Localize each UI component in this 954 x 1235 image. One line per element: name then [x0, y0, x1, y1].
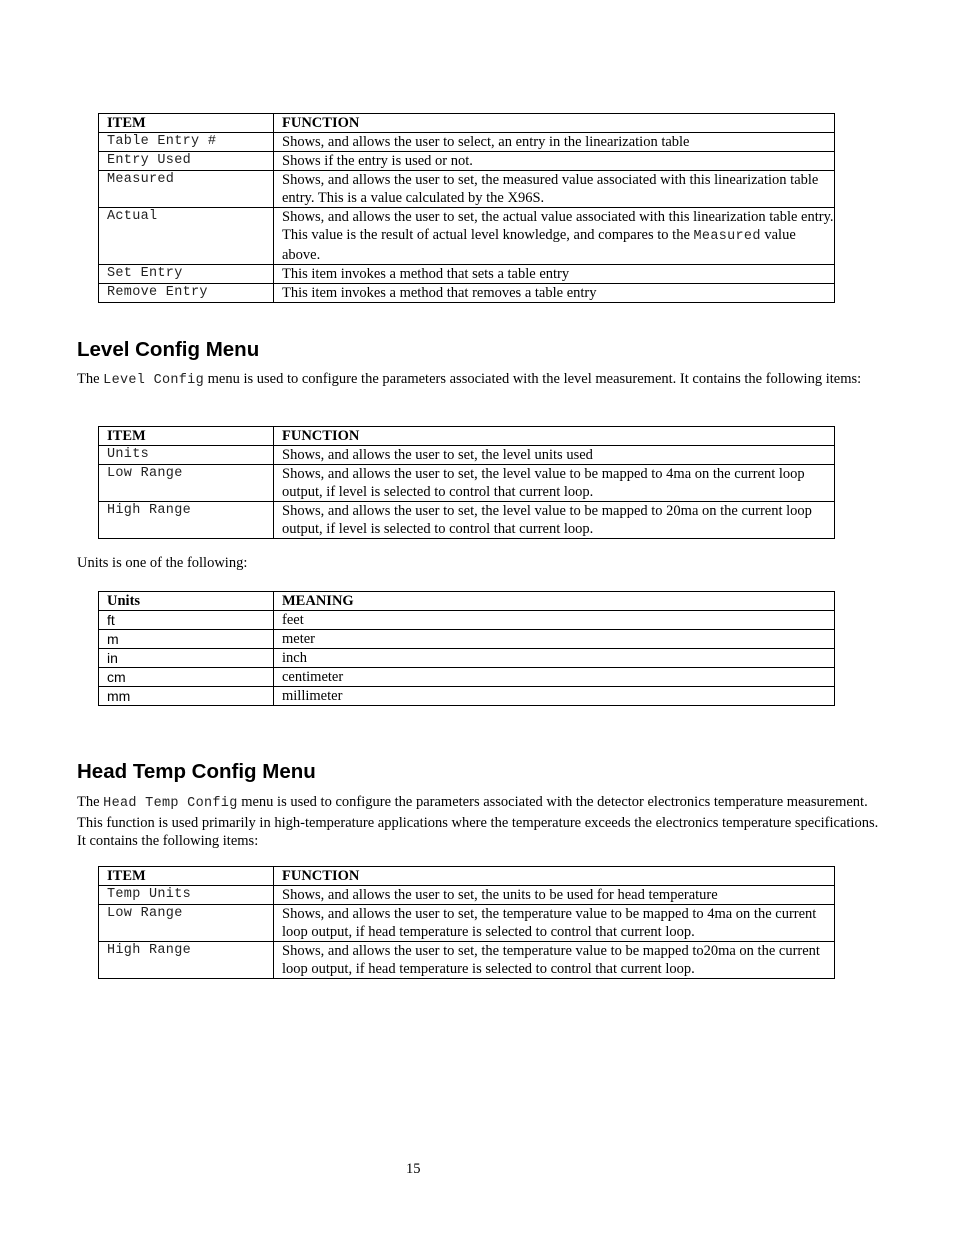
table-row [99, 284, 835, 303]
function-cell: This item invokes a method that sets a table entry [274, 265, 835, 284]
function-text: Shows, and allows the user to set, the actual value associated with this linearization table entry. This value is the result of actual level knowledge, and compares to the [282, 209, 834, 243]
function-text-tail: value above. [282, 227, 796, 263]
function-cell: Shows, and allows the user to set, the level value to be mapped to 20ma on the current loop output, if level is selected to control that current loop. [274, 502, 835, 539]
table-header-row [99, 867, 835, 886]
table-header-row [99, 592, 835, 611]
meaning-cell: inch [274, 649, 835, 668]
linearization-table [98, 113, 835, 303]
meaning-cell: feet [274, 611, 835, 630]
level-config-heading: Level Config Menu [77, 338, 260, 361]
item-cell: Table Entry # [99, 133, 274, 152]
table-row [99, 886, 835, 905]
meaning-cell: meter [274, 630, 835, 649]
unit-cell: cm [99, 668, 274, 687]
table-row [99, 265, 835, 284]
function-cell: Shows if the entry is used or not. [274, 152, 835, 171]
inline-code: Level Config [103, 373, 204, 388]
header-units: Units [99, 592, 274, 611]
item-cell: High Range [99, 942, 274, 979]
meaning-cell: millimeter [274, 687, 835, 706]
table-row [99, 649, 835, 668]
header-meaning: MEANING [274, 592, 835, 611]
function-cell: Shows, and allows the user to set, the level value to be mapped to 4ma on the current loop output, if level is selected to control that current loop. [274, 465, 835, 502]
table-row [99, 687, 835, 706]
function-cell: Shows, and allows the user to set, the measured value associated with this linearization table entry. This is a value calculated by the X96S. [274, 171, 835, 208]
page-number: 15 [406, 1161, 421, 1177]
units-intro: Units is one of the following: [77, 555, 248, 571]
item-cell: Set Entry [99, 265, 274, 284]
inline-code: Measured [693, 229, 761, 244]
item-cell: Actual [99, 208, 274, 265]
unit-cell: in [99, 649, 274, 668]
table-row [99, 668, 835, 687]
item-cell: Entry Used [99, 152, 274, 171]
head-temp-config-table [98, 866, 835, 979]
head-temp-config-heading: Head Temp Config Menu [77, 760, 316, 783]
function-cell: Shows, and allows the user to set, the level units used [274, 446, 835, 465]
intro-text-tail: menu is used to configure the parameters associated with the level measurement. It contains the following items: [204, 371, 862, 387]
table-row [99, 942, 835, 979]
intro-text-tail: menu is used to configure the parameters associated with the detector electronics temperature measurement. This function is used primarily in high-temperature applications where the temperature exceeds the electronics temperature specifications. It contains the following items: [77, 794, 879, 849]
table-row [99, 133, 835, 152]
inline-code: Head Temp Config [103, 796, 238, 811]
head-temp-config-intro [77, 793, 887, 851]
header-item: ITEM [99, 427, 274, 446]
function-cell: Shows, and allows the user to set, the units to be used for head temperature [274, 886, 835, 905]
header-function: FUNCTION [274, 114, 835, 133]
table-row [99, 446, 835, 465]
table-row [99, 905, 835, 942]
item-cell: High Range [99, 502, 274, 539]
function-cell: Shows, and allows the user to set, the temperature value to be mapped to20ma on the current loop output, if head temperature is selected to control that current loop. [274, 942, 835, 979]
item-cell: Low Range [99, 465, 274, 502]
header-function: FUNCTION [274, 867, 835, 886]
table-row [99, 465, 835, 502]
unit-cell: m [99, 630, 274, 649]
level-config-intro [77, 370, 887, 391]
table-row [99, 502, 835, 539]
item-cell: Low Range [99, 905, 274, 942]
table-row [99, 152, 835, 171]
function-cell: This item invokes a method that removes a table entry [274, 284, 835, 303]
table-row [99, 171, 835, 208]
header-item: ITEM [99, 114, 274, 133]
intro-text: The [77, 371, 104, 387]
function-cell: Shows, and allows the user to set, the temperature value to be mapped to 4ma on the current loop output, if head temperature is selected to control that current loop. [274, 905, 835, 942]
item-cell: Measured [99, 171, 274, 208]
unit-cell: ft [99, 611, 274, 630]
units-table [98, 591, 835, 706]
intro-text: The [77, 794, 104, 810]
table-header-row [99, 114, 835, 133]
level-config-table [98, 426, 835, 539]
table-row [99, 611, 835, 630]
item-cell: Temp Units [99, 886, 274, 905]
item-cell: Remove Entry [99, 284, 274, 303]
header-function: FUNCTION [274, 427, 835, 446]
table-row [99, 630, 835, 649]
function-cell [274, 208, 835, 265]
header-item: ITEM [99, 867, 274, 886]
function-cell: Shows, and allows the user to select, an entry in the linearization table [274, 133, 835, 152]
item-cell: Units [99, 446, 274, 465]
table-row [99, 208, 835, 265]
unit-cell: mm [99, 687, 274, 706]
table-header-row [99, 427, 835, 446]
meaning-cell: centimeter [274, 668, 835, 687]
